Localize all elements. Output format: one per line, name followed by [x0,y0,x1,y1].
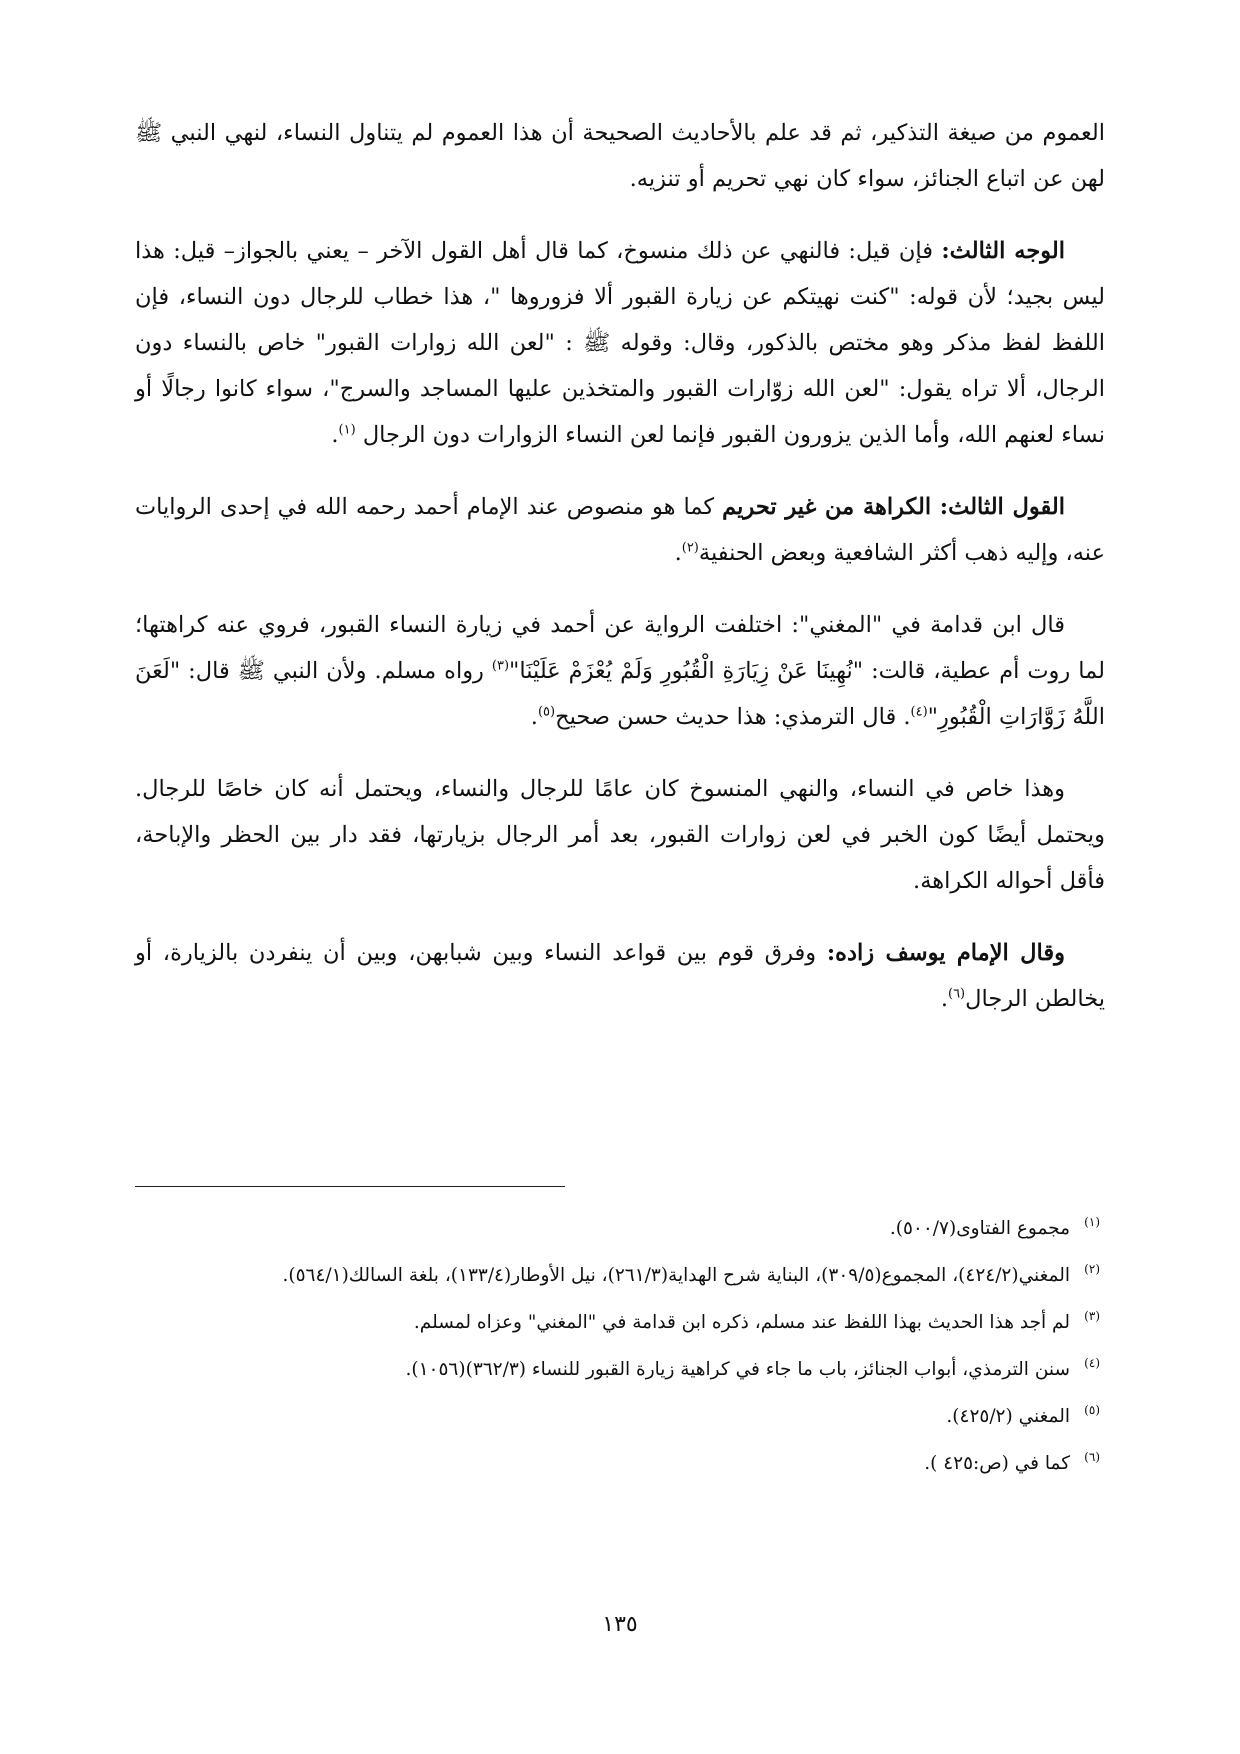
footnote-ref[interactable]: (٣) [491,658,510,674]
footnote-item [135,1257,1100,1294]
footnote-ref[interactable]: (٥) [537,704,556,720]
footnote-text: المغني(٤٢٤/٢)، المجموع(٣٠٩/٥)، البناية شرح الهداية(٢٦١/٣)، نيل الأوطار(١٣٣/٤)، بلغة السالك(٥٦٤/١). [282,1265,1070,1286]
paragraph-1 [135,110,1105,202]
footnote-number: (٦) [1084,1450,1100,1464]
footnote-item [135,1445,1100,1482]
paragraph-text: العموم من صيغة التذكير، ثم قد علم بالأحاديث الصحيحة أن هذا العموم لم يتناول النساء، لنهي النبي ﷺ لهن عن اتباع الجنائز، سواء كان نهي تحريم أو تنزيه. [135,120,1105,192]
footnote-number: (٥) [1084,1403,1100,1417]
paragraph-heading: وقال الإمام يوسف زاده: [826,940,1065,966]
paragraph-tail: . [674,540,682,566]
paragraph-2 [135,228,1105,458]
paragraph-text: وفرق قوم بين قواعد النساء وبين شبابهن، وبين أن ينفردن بالزيارة، أو يخالطن الرجال [135,940,1105,1012]
footnote-item [135,1304,1100,1341]
footnote-item [135,1210,1100,1247]
paragraph-text: وهذا خاص في النساء، والنهي المنسوخ كان عامًا للرجال والنساء، ويحتمل أنه كان خاصًا للرجال. ويحتمل أيضًا كون الخبر في لعن زوارات القبور، بعد أمر الرجال بزيارتها، فقد دار بين الحظر والإباحة، فأقل أحواله الكراهة. [135,776,1105,894]
page-number: ١٣٥ [602,1612,638,1637]
footnote-text: مجموع الفتاوى(٥٠٠/٧). [889,1218,1070,1239]
paragraph-heading: القول الثالث: الكراهة من غير تحريم [722,494,1065,520]
footnote-item [135,1351,1100,1388]
footnote-item [135,1398,1100,1435]
footnote-text: لم أجد هذا الحديث بهذا اللفظ عند مسلم، ذكره ابن قدامة في "المغني" وعزاه لمسلم. [413,1312,1070,1333]
footnote-text: المغني (٤٢٥/٢). [946,1406,1070,1427]
footnote-number: (٢) [1084,1262,1100,1276]
footnote-text: سنن الترمذي، أبواب الجنائز، باب ما جاء في كراهية زيارة القبور للنساء (٣٦٢/٣)(١٠٥٦). [405,1359,1070,1380]
paragraph-4 [135,602,1105,740]
footnote-divider [135,1186,565,1187]
footnotes [135,1210,1100,1492]
paragraph-tail: . [331,422,339,448]
paragraph-text: كما هو منصوص عند الإمام أحمد رحمه الله في إحدى الروايات عنه، وإليه ذهب أكثر الشافعية وبعض الحنفية [135,494,1105,566]
footnote-ref[interactable]: (٤) [910,704,928,720]
paragraph-text: قال ابن قدامة في "المغني": اختلفت الرواية عن أحمد في زيارة النساء القبور، فروي عنه كراهتها؛ لما روت أم عطية، قالت: "نُهِينَا عَنْ زِيَارَةِ الْقُبُورِ وَلَمْ يُعْزَمْ عَلَيْنَا" [135,612,1105,684]
footnote-ref[interactable]: (٢) [681,540,699,556]
footnote-number: (٣) [1084,1309,1100,1323]
paragraph-3 [135,484,1105,576]
paragraph-tail: . [940,986,948,1012]
paragraph-heading: الوجه الثالث: [941,238,1066,264]
footnote-ref[interactable]: (١) [338,422,356,438]
paragraph-text: رواه مسلم. ولأن النبي ﷺ قال: "لَعَنَ اللَّهُ زَوَّارَاتِ الْقُبُورِ" [135,658,1105,730]
paragraph-text: فإن قيل: فالنهي عن ذلك منسوخ، كما قال أهل القول الآخر – يعني بالجواز– قيل: هذا ليس بجيد؛ لأن قوله: "كنت نهيتكم عن زيارة القبور ألا فزوروها "، هذا خطاب للرجال دون النساء، فإن اللفظ لفظ مذكر وهو مختص بالذكور، وقال: وقوله ﷺ : "لعن الله زوارات القبور" خاص بالنساء دون الرجال، ألا تراه يقول: "لعن الله زوّارات القبور والمتخذين عليها المساجد والسرج"، سواء كانوا رجالًا أو نساء لعنهم الله، وأما الذين يزورون القبور فإنما لعن النساء الزوارات دون الرجال [135,238,1105,448]
paragraph-6 [135,930,1105,1022]
page-body [135,110,1105,1048]
paragraph-text: . قال الترمذي: هذا حديث حسن صحيح [555,704,911,730]
paragraph-5 [135,766,1105,904]
footnote-number: (١) [1084,1215,1100,1229]
footnote-ref[interactable]: (٦) [947,986,966,1002]
footnote-number: (٤) [1084,1356,1100,1370]
paragraph-tail: . [530,704,538,730]
footnote-text: كما في (ص:٤٢٥ ). [924,1453,1070,1474]
